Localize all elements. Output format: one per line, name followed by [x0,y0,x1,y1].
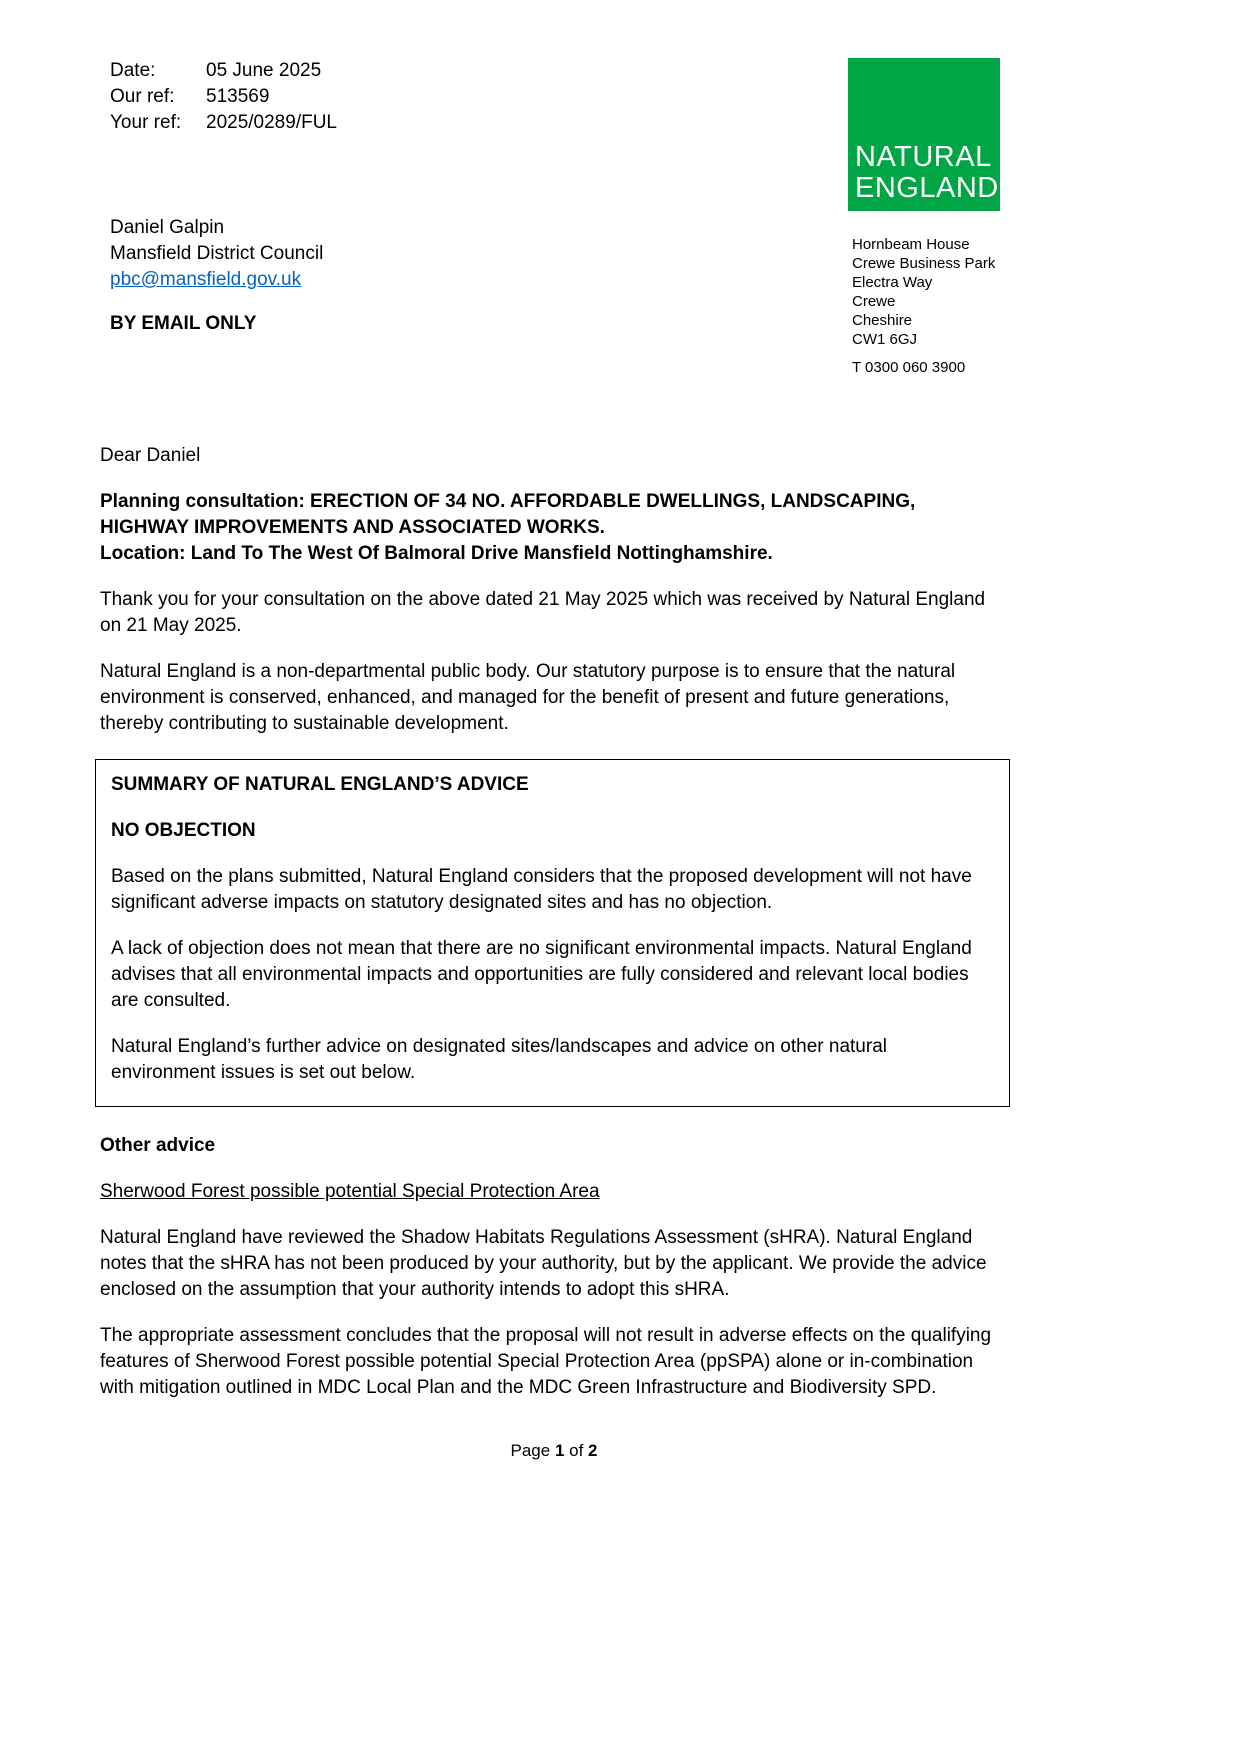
your-ref-value: 2025/0289/FUL [206,112,337,133]
recipient-name: Daniel Galpin [110,217,225,238]
sender-address [852,235,995,349]
sherwood-forest-subheading: Sherwood Forest possible potential Special Protection Area [100,1181,600,1202]
our-ref-row [110,84,337,110]
summary-box-verdict: NO OBJECTION [111,820,256,841]
delivery-method: BY EMAIL ONLY [110,313,257,334]
footer-page-number: 1 [554,1441,565,1460]
footer-page-of: of [564,1441,589,1460]
letter-body [100,443,1008,1421]
summary-box-paragraph-3: Natural England’s further advice on designated sites/landscapes and advice on other natural environment issues is set out below. [111,1036,887,1083]
address-line: Hornbeam House [852,236,970,253]
logo-text-line1: NATURAL [855,141,992,173]
address-line: Electra Way [852,274,933,291]
paragraph-purpose: Natural England is a non-departmental public body. Our statutory purpose is to ensure that the natural environment is conserved, enhanced, and managed for the benefit of present and future generations, thereby contributing to sustainable development. [100,661,956,734]
recipient-block [110,215,323,293]
summary-advice-box [95,759,1010,1107]
address-line: Crewe Business Park [852,255,996,272]
date-row [110,58,337,84]
page-footer [100,1440,1008,1462]
paragraph-appropriate-assessment: The appropriate assessment concludes that the proposal will not result in adverse effects on the qualifying features of Sherwood Forest possible potential Special Protection Area (ppSPA) alone or in-combination with mitigation outlined in MDC Local Plan and the MDC Green Infrastructure and Biodiversity SPD. [100,1325,992,1398]
sender-phone: T 0300 060 3900 [852,359,966,376]
your-ref-row [110,110,337,136]
your-ref-label: Your ref: [110,112,182,133]
address-line: Cheshire [852,312,913,329]
our-ref-label: Our ref: [110,86,175,107]
summary-box-title: SUMMARY OF NATURAL ENGLAND’S ADVICE [111,774,529,795]
salutation: Dear Daniel [100,445,201,466]
footer-page-prefix: Page [510,1441,555,1460]
footer-page-total: 2 [588,1441,598,1460]
logo-text-line2: ENGLAND [855,172,999,204]
other-advice-heading: Other advice [100,1135,216,1156]
summary-box-paragraph-2: A lack of objection does not mean that there are no significant environmental impacts. Natural England advises that all environmental impacts and opportunities are fully considered and relevant local bodies are consulted. [111,938,972,1011]
subject-line-2: Location: Land To The West Of Balmoral Drive Mansfield Nottinghamshire. [100,543,773,564]
address-line: Crewe [852,293,896,310]
natural-england-logo [848,58,1000,211]
address-line: CW1 6GJ [852,331,918,348]
subject-block [100,489,1008,567]
date-label: Date: [110,60,156,81]
paragraph-consultation: Thank you for your consultation on the above dated 21 May 2025 which was received by Natural England on 21 May 2025. [100,589,986,636]
our-ref-value: 513569 [206,86,270,107]
recipient-email-link[interactable]: pbc@mansfield.gov.uk [110,269,302,290]
summary-box-paragraph-1: Based on the plans submitted, Natural England considers that the proposed development will not have significant adverse impacts on statutory designated sites and has no objection. [111,866,972,913]
paragraph-shra-review: Natural England have reviewed the Shadow Habitats Regulations Assessment (sHRA). Natural England notes that the sHRA has not been produced by your authority, but by the applicant. We provide the advice enclosed on the assumption that your authority intends to adopt this sHRA. [100,1227,987,1300]
subject-line-1: Planning consultation: ERECTION OF 34 NO. AFFORDABLE DWELLINGS, LANDSCAPING, HIGHWAY IMPROVEMENTS AND ASSOCIATED WORKS. [100,491,916,538]
date-value: 05 June 2025 [206,60,322,81]
recipient-organisation: Mansfield District Council [110,243,324,264]
reference-block [110,58,337,136]
